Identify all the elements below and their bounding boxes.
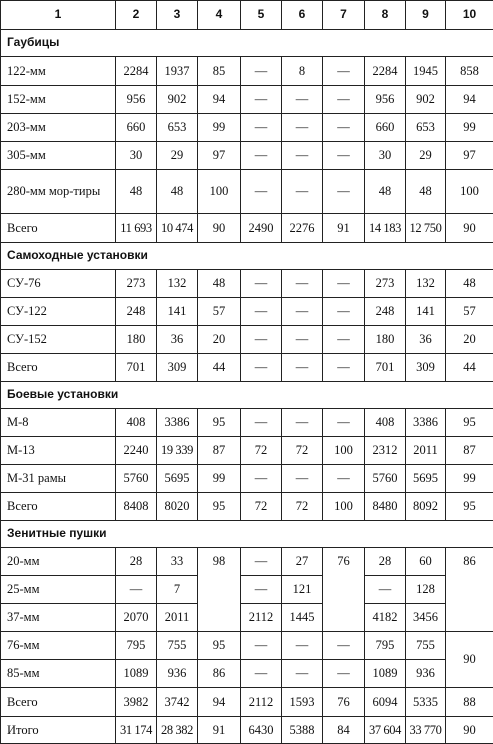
table-cell: — bbox=[241, 465, 282, 493]
table-cell: 99 bbox=[446, 465, 493, 493]
row-label: 85-мм bbox=[1, 660, 116, 688]
table-cell: 48 bbox=[157, 170, 198, 214]
row-label: М-31 рамы bbox=[1, 465, 116, 493]
table-cell: 48 bbox=[406, 170, 446, 214]
table-cell: 132 bbox=[157, 270, 198, 298]
table-row bbox=[1, 326, 493, 354]
table-cell: 72 bbox=[241, 437, 282, 465]
table-cell: — bbox=[241, 142, 282, 170]
table-cell: 85 bbox=[198, 57, 241, 86]
column-header: 7 bbox=[323, 1, 365, 30]
table-cell: 84 bbox=[323, 717, 365, 744]
table-row bbox=[1, 86, 493, 114]
table-cell: 653 bbox=[157, 114, 198, 142]
table-cell: 94 bbox=[198, 688, 241, 717]
table-cell: — bbox=[323, 86, 365, 114]
table-cell: 121 bbox=[282, 576, 323, 604]
section-title: Боевые установки bbox=[1, 382, 493, 409]
table-cell: 72 bbox=[282, 437, 323, 465]
table-cell: 3386 bbox=[157, 409, 198, 437]
table-cell: 2312 bbox=[365, 437, 406, 465]
table-cell: 91 bbox=[323, 214, 365, 243]
row-label: 152-мм bbox=[1, 86, 116, 114]
table-cell: 72 bbox=[282, 493, 323, 521]
table-cell: — bbox=[241, 632, 282, 660]
section-title: Зенитные пушки bbox=[1, 521, 493, 548]
table-cell: 36 bbox=[406, 326, 446, 354]
header-row bbox=[1, 1, 493, 30]
table-cell: 755 bbox=[406, 632, 446, 660]
table-cell: 653 bbox=[406, 114, 446, 142]
table-cell: — bbox=[282, 409, 323, 437]
table-cell: 660 bbox=[365, 114, 406, 142]
table-cell: — bbox=[323, 660, 365, 688]
table-cell: 795 bbox=[116, 632, 157, 660]
table-cell: — bbox=[282, 142, 323, 170]
table-cell: 99 bbox=[446, 114, 493, 142]
table-cell: 87 bbox=[446, 437, 493, 465]
row-label: М-13 bbox=[1, 437, 116, 465]
table-cell: 180 bbox=[365, 326, 406, 354]
table-cell: 29 bbox=[157, 142, 198, 170]
table-row bbox=[1, 142, 493, 170]
table-cell: — bbox=[282, 298, 323, 326]
table-cell: — bbox=[323, 354, 365, 382]
row-label: Всего bbox=[1, 688, 116, 717]
table-cell: 701 bbox=[116, 354, 157, 382]
table-cell: 90 bbox=[446, 717, 493, 744]
table-cell: 5695 bbox=[406, 465, 446, 493]
table-cell: — bbox=[323, 465, 365, 493]
table-cell: — bbox=[282, 660, 323, 688]
table-cell: 660 bbox=[116, 114, 157, 142]
table-cell: — bbox=[323, 114, 365, 142]
table-cell: — bbox=[323, 57, 365, 86]
table-cell: 755 bbox=[157, 632, 198, 660]
table-cell: 95 bbox=[198, 409, 241, 437]
table-cell: 5760 bbox=[365, 465, 406, 493]
row-label: 280-мм мор-тиры bbox=[1, 170, 116, 214]
table-cell: 956 bbox=[365, 86, 406, 114]
table-row bbox=[1, 270, 493, 298]
table-cell: 3982 bbox=[116, 688, 157, 717]
table-row bbox=[1, 688, 493, 717]
table-cell: 141 bbox=[406, 298, 446, 326]
table-row bbox=[1, 548, 493, 576]
table-cell: 8408 bbox=[116, 493, 157, 521]
table-cell: 11 693 bbox=[116, 214, 157, 243]
table-cell: 8 bbox=[282, 57, 323, 86]
table-cell: 2284 bbox=[365, 57, 406, 86]
table-cell: — bbox=[241, 270, 282, 298]
row-label: СУ-76 bbox=[1, 270, 116, 298]
table-cell: — bbox=[282, 170, 323, 214]
column-header: 10 bbox=[446, 1, 493, 30]
table-cell: 5695 bbox=[157, 465, 198, 493]
table-cell: 1593 bbox=[282, 688, 323, 717]
table-cell: — bbox=[241, 576, 282, 604]
table-cell: 88 bbox=[446, 688, 493, 717]
table-cell: 87 bbox=[198, 437, 241, 465]
row-label: 122-мм bbox=[1, 57, 116, 86]
section-row bbox=[1, 382, 493, 409]
table-cell: — bbox=[282, 632, 323, 660]
column-header: 9 bbox=[406, 1, 446, 30]
table-cell: — bbox=[116, 576, 157, 604]
table-cell: 36 bbox=[157, 326, 198, 354]
table-cell: 86 bbox=[198, 660, 241, 688]
table-cell: 57 bbox=[198, 298, 241, 326]
table-cell: 1445 bbox=[282, 604, 323, 632]
table-cell: 858 bbox=[446, 57, 493, 86]
table-cell: 44 bbox=[198, 354, 241, 382]
table-cell: — bbox=[323, 142, 365, 170]
table-cell: 5388 bbox=[282, 717, 323, 744]
table-cell: 7 bbox=[157, 576, 198, 604]
table-row bbox=[1, 604, 493, 632]
row-label: Всего bbox=[1, 214, 116, 243]
table-cell: 37 604 bbox=[365, 717, 406, 744]
table-cell: 2011 bbox=[406, 437, 446, 465]
table-row bbox=[1, 214, 493, 243]
table-cell: 95 bbox=[198, 493, 241, 521]
table-cell: 29 bbox=[406, 142, 446, 170]
table-cell: 2112 bbox=[241, 688, 282, 717]
table-cell: 128 bbox=[406, 576, 446, 604]
table-cell: — bbox=[241, 86, 282, 114]
table-cell: — bbox=[241, 170, 282, 214]
table-cell: — bbox=[282, 86, 323, 114]
column-header: 6 bbox=[282, 1, 323, 30]
table-cell: 4182 bbox=[365, 604, 406, 632]
table-cell: 408 bbox=[116, 409, 157, 437]
table-cell: 48 bbox=[365, 170, 406, 214]
table-cell: 100 bbox=[323, 437, 365, 465]
row-label: Итого bbox=[1, 717, 116, 744]
table-cell: — bbox=[323, 632, 365, 660]
table-cell: 309 bbox=[406, 354, 446, 382]
table-row bbox=[1, 57, 493, 86]
table-cell: 902 bbox=[406, 86, 446, 114]
table-row bbox=[1, 717, 493, 744]
table-cell: 936 bbox=[157, 660, 198, 688]
table-row bbox=[1, 660, 493, 688]
table-cell: 2112 bbox=[241, 604, 282, 632]
table-cell: 72 bbox=[241, 493, 282, 521]
table-cell: 90 bbox=[446, 632, 493, 688]
table-row bbox=[1, 114, 493, 142]
table-cell: — bbox=[241, 548, 282, 576]
table-cell: 20 bbox=[198, 326, 241, 354]
table-row bbox=[1, 437, 493, 465]
table-cell: 132 bbox=[406, 270, 446, 298]
table-cell: 100 bbox=[446, 170, 493, 214]
table-cell: 8020 bbox=[157, 493, 198, 521]
table-cell: 2240 bbox=[116, 437, 157, 465]
table-cell: 28 bbox=[116, 548, 157, 576]
table-cell: 94 bbox=[446, 86, 493, 114]
table-cell: — bbox=[241, 354, 282, 382]
table-cell: — bbox=[282, 326, 323, 354]
table-cell: 20 bbox=[446, 326, 493, 354]
table-cell: 5335 bbox=[406, 688, 446, 717]
table-cell: 273 bbox=[365, 270, 406, 298]
table-cell: 100 bbox=[198, 170, 241, 214]
table-cell: 97 bbox=[198, 142, 241, 170]
table-cell: 14 183 bbox=[365, 214, 406, 243]
table-cell: 3456 bbox=[406, 604, 446, 632]
table-cell: 956 bbox=[116, 86, 157, 114]
row-label: Всего bbox=[1, 493, 116, 521]
table-cell: — bbox=[282, 465, 323, 493]
table-cell: 1089 bbox=[116, 660, 157, 688]
column-header: 2 bbox=[116, 1, 157, 30]
row-label: 20-мм bbox=[1, 548, 116, 576]
table-cell: 141 bbox=[157, 298, 198, 326]
table-row bbox=[1, 493, 493, 521]
table-cell: 273 bbox=[116, 270, 157, 298]
table-cell: 91 bbox=[198, 717, 241, 744]
table-cell: 2284 bbox=[116, 57, 157, 86]
table-cell: 48 bbox=[116, 170, 157, 214]
section-row bbox=[1, 243, 493, 270]
column-header: 5 bbox=[241, 1, 282, 30]
table-cell: — bbox=[241, 409, 282, 437]
table-cell: — bbox=[323, 326, 365, 354]
table-cell: — bbox=[241, 660, 282, 688]
table-cell: 100 bbox=[323, 493, 365, 521]
table-cell: — bbox=[282, 270, 323, 298]
table-cell: — bbox=[282, 114, 323, 142]
row-label: 305-мм bbox=[1, 142, 116, 170]
table-cell: 248 bbox=[365, 298, 406, 326]
column-header: 4 bbox=[198, 1, 241, 30]
table-cell: 701 bbox=[365, 354, 406, 382]
table-cell: 60 bbox=[406, 548, 446, 576]
column-header: 8 bbox=[365, 1, 406, 30]
table-cell: 95 bbox=[446, 493, 493, 521]
table-cell: 309 bbox=[157, 354, 198, 382]
table-cell: 28 382 bbox=[157, 717, 198, 744]
table-row bbox=[1, 170, 493, 214]
row-label: СУ-122 bbox=[1, 298, 116, 326]
table-row bbox=[1, 632, 493, 660]
table-cell: 2011 bbox=[157, 604, 198, 632]
table-cell: 3742 bbox=[157, 688, 198, 717]
table-cell: — bbox=[323, 170, 365, 214]
table-cell: 95 bbox=[198, 632, 241, 660]
row-label: 76-мм bbox=[1, 632, 116, 660]
table-cell: 1937 bbox=[157, 57, 198, 86]
row-label: СУ-152 bbox=[1, 326, 116, 354]
table-cell: 8092 bbox=[406, 493, 446, 521]
table-cell: 2490 bbox=[241, 214, 282, 243]
table-cell: 28 bbox=[365, 548, 406, 576]
table-cell: 19 339 bbox=[157, 437, 198, 465]
table-cell: 2276 bbox=[282, 214, 323, 243]
row-label: 25-мм bbox=[1, 576, 116, 604]
table-row bbox=[1, 409, 493, 437]
column-header: 1 bbox=[1, 1, 116, 30]
table-cell: 8480 bbox=[365, 493, 406, 521]
table-cell: 6430 bbox=[241, 717, 282, 744]
table-cell: — bbox=[241, 57, 282, 86]
table-cell: 6094 bbox=[365, 688, 406, 717]
table-cell: 180 bbox=[116, 326, 157, 354]
table-cell: 1945 bbox=[406, 57, 446, 86]
table-cell: 44 bbox=[446, 354, 493, 382]
table-cell: 30 bbox=[116, 142, 157, 170]
table-cell: 76 bbox=[323, 548, 365, 632]
table-cell: — bbox=[365, 576, 406, 604]
table-cell: 97 bbox=[446, 142, 493, 170]
section-row bbox=[1, 521, 493, 548]
section-title: Самоходные установки bbox=[1, 243, 493, 270]
table-cell: 936 bbox=[406, 660, 446, 688]
table-cell: 795 bbox=[365, 632, 406, 660]
table-cell: 248 bbox=[116, 298, 157, 326]
table-cell: 48 bbox=[446, 270, 493, 298]
table-cell: 12 750 bbox=[406, 214, 446, 243]
section-title: Гаубицы bbox=[1, 30, 493, 57]
table-cell: 98 bbox=[198, 548, 241, 632]
table-row bbox=[1, 465, 493, 493]
table-cell: — bbox=[323, 270, 365, 298]
section-row bbox=[1, 30, 493, 57]
table-row bbox=[1, 354, 493, 382]
table-cell: 57 bbox=[446, 298, 493, 326]
table-cell: — bbox=[241, 298, 282, 326]
table-cell: 33 770 bbox=[406, 717, 446, 744]
table-row bbox=[1, 576, 493, 604]
table-cell: 33 bbox=[157, 548, 198, 576]
table-cell: 902 bbox=[157, 86, 198, 114]
table-row bbox=[1, 298, 493, 326]
table-cell: — bbox=[323, 409, 365, 437]
row-label: Всего bbox=[1, 354, 116, 382]
table-cell: 31 174 bbox=[116, 717, 157, 744]
table-cell: — bbox=[323, 298, 365, 326]
table-cell: — bbox=[241, 326, 282, 354]
table-cell: 76 bbox=[323, 688, 365, 717]
row-label: 37-мм bbox=[1, 604, 116, 632]
table-cell: — bbox=[241, 114, 282, 142]
table-cell: 99 bbox=[198, 465, 241, 493]
table-cell: 86 bbox=[446, 548, 493, 632]
table-cell: 48 bbox=[198, 270, 241, 298]
table-cell: 27 bbox=[282, 548, 323, 576]
table-cell: 90 bbox=[446, 214, 493, 243]
table-cell: 30 bbox=[365, 142, 406, 170]
table-cell: 1089 bbox=[365, 660, 406, 688]
column-header: 3 bbox=[157, 1, 198, 30]
row-label: 203-мм bbox=[1, 114, 116, 142]
table-cell: 2070 bbox=[116, 604, 157, 632]
table-cell: 94 bbox=[198, 86, 241, 114]
table-cell: 408 bbox=[365, 409, 406, 437]
table-cell: — bbox=[282, 354, 323, 382]
table-cell: 99 bbox=[198, 114, 241, 142]
table-cell: 3386 bbox=[406, 409, 446, 437]
table-cell: 5760 bbox=[116, 465, 157, 493]
row-label: М-8 bbox=[1, 409, 116, 437]
table-cell: 10 474 bbox=[157, 214, 198, 243]
table-cell: 90 bbox=[198, 214, 241, 243]
table-cell: 95 bbox=[446, 409, 493, 437]
